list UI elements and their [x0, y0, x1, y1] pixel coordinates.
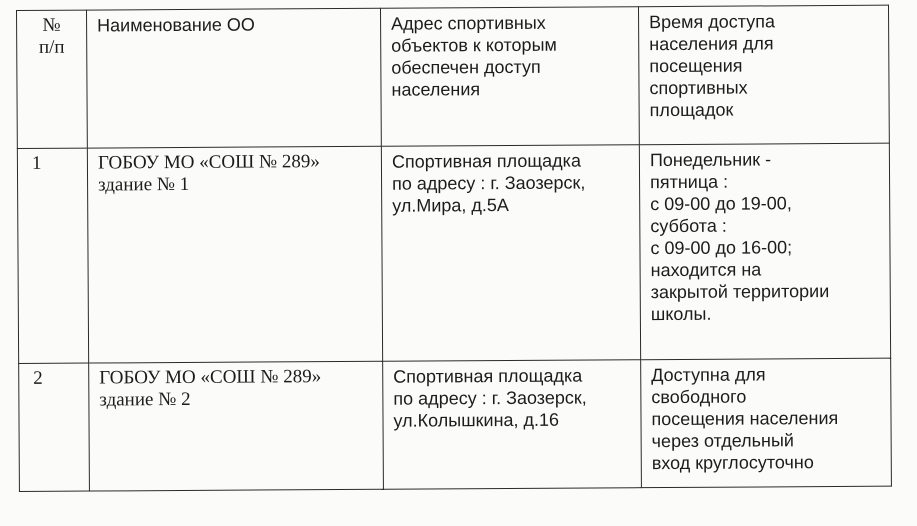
row-time: Доступна для свободного посещения населения через отдельный вход круглосуточно: [641, 358, 892, 488]
row-name: ГОБОУ МО «СОШ № 289» здание № 1: [87, 146, 382, 363]
row-number: 1: [17, 148, 88, 363]
header-number: № п/п: [17, 10, 88, 148]
header-name: Наименование ОО: [87, 8, 382, 148]
table-header-row: [17, 5, 890, 148]
table-row: [17, 143, 890, 363]
header-address: Адрес спортивных объектов к которым обеспечен доступ населения: [380, 7, 639, 147]
table-row: [19, 358, 892, 491]
facilities-table: [16, 5, 892, 492]
header-time: Время доступа населения для посещения спортивных площадок: [638, 5, 889, 145]
row-name: ГОБОУ МО «СОШ № 289» здание № 2: [89, 361, 384, 491]
row-address: Спортивная площадка по адресу : г. Заозерск, ул.Мира, д.5А: [381, 145, 640, 362]
row-time: Понедельник - пятница : с 09-00 до 19-00, суббота : с 09-00 до 16-00; находится на закрытой территории школы.: [639, 143, 890, 360]
row-address: Спортивная площадка по адресу : г. Заозерск, ул.Колышкина, д.16: [383, 360, 642, 490]
row-number: 2: [19, 363, 90, 491]
